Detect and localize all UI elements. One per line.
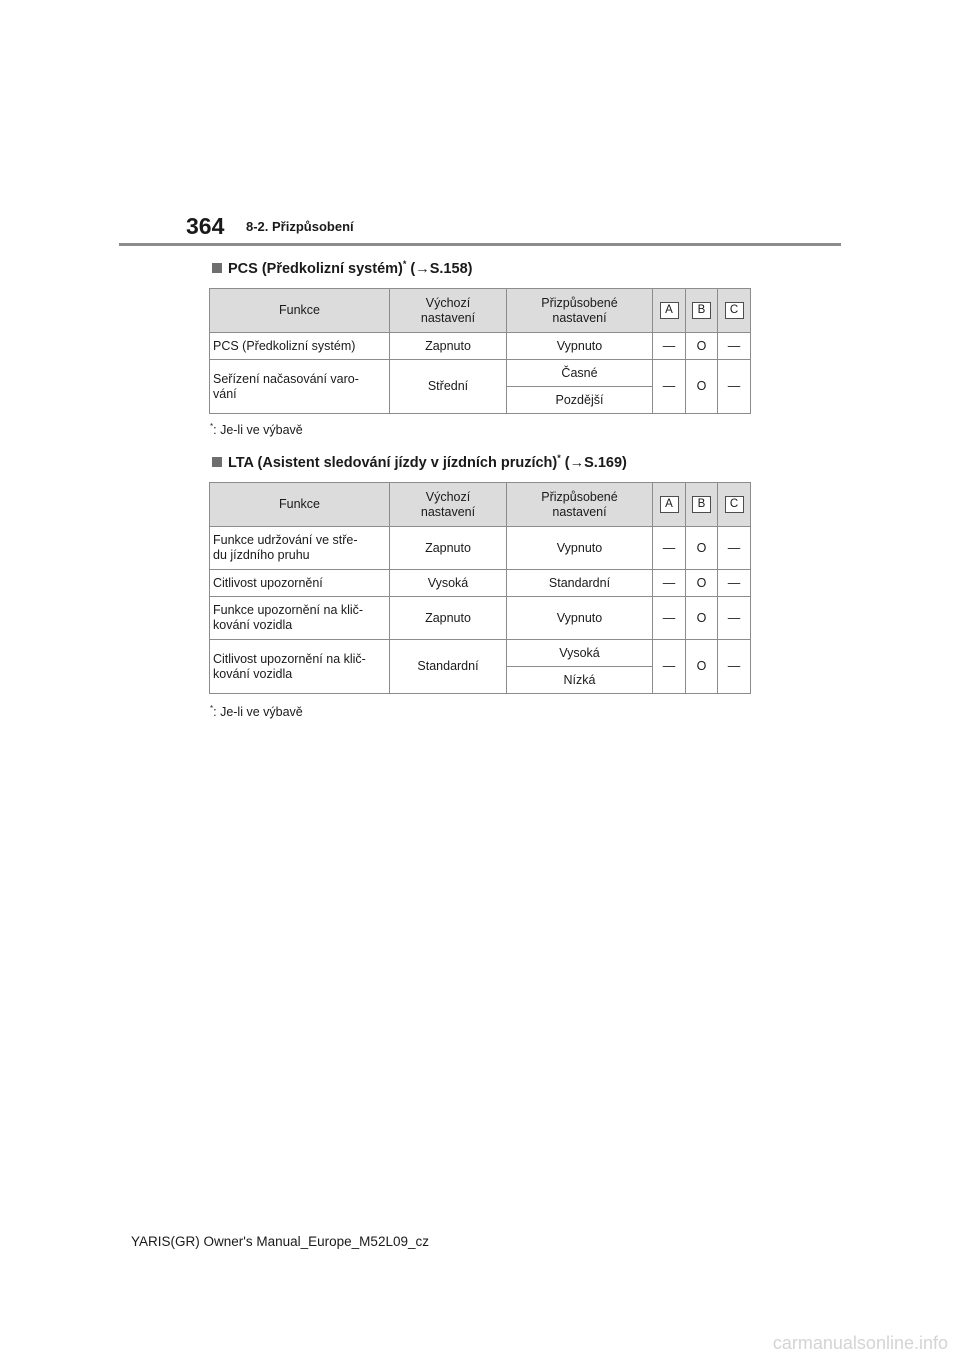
cell-function — [210, 360, 390, 414]
asterisk-marker: * — [210, 422, 214, 431]
cell-a: — — [653, 640, 686, 694]
cell-text: du jízdního pruhu — [213, 548, 310, 562]
header-text: nastavení — [552, 310, 607, 325]
section-heading-lta — [212, 453, 627, 471]
cell-text: Funkce udržování ve stře- — [213, 533, 358, 547]
cell-default: Zapnuto — [390, 597, 507, 640]
cell-b: O — [686, 640, 718, 694]
lta-settings-table — [209, 482, 751, 694]
page-footer — [0, 1234, 960, 1249]
cell-b: O — [686, 597, 718, 640]
cell-c: — — [718, 597, 751, 640]
cell-default: Vysoká — [390, 570, 507, 597]
section-title: PCS (Předkolizní systém) — [228, 260, 403, 277]
letter-a-icon: A — [660, 496, 679, 513]
column-header-function: Funkce — [210, 483, 390, 527]
cell-custom-option: Vysoká — [507, 640, 653, 667]
cell-a: — — [653, 527, 686, 570]
footnote-text: : Je-li ve výbavě — [213, 423, 303, 438]
cell-custom: Vypnuto — [507, 527, 653, 570]
column-header-b — [686, 483, 718, 527]
cell-c: — — [718, 360, 751, 414]
letter-a-icon: A — [660, 302, 679, 319]
table-row — [210, 360, 751, 387]
table-row — [210, 640, 751, 667]
column-header-default — [390, 289, 507, 333]
cell-custom: Standardní — [507, 570, 653, 597]
header-text: nastavení — [420, 310, 476, 325]
cell-text: kování vozidla — [213, 618, 293, 632]
cell-custom-option: Nízká — [507, 667, 653, 694]
cell-text: kování vozidla — [213, 666, 293, 681]
table-row — [210, 597, 751, 640]
letter-b-icon: B — [692, 302, 711, 319]
cell-function — [210, 597, 390, 640]
header-text: Přizpůsobené — [541, 489, 618, 504]
cell-default: Střední — [390, 360, 507, 414]
cell-text: Funkce upozornění na klič- — [213, 603, 364, 617]
table-row — [210, 333, 751, 360]
cell-default: Standardní — [390, 640, 507, 694]
cell-b: O — [686, 360, 718, 414]
cell-custom: Vypnuto — [507, 597, 653, 640]
square-bullet-icon — [212, 457, 222, 467]
header-text: Výchozí — [425, 295, 471, 310]
cell-c: — — [718, 570, 751, 597]
column-header-b — [686, 289, 718, 333]
cell-custom-option: Časné — [507, 360, 653, 387]
header-text: nastavení — [420, 504, 476, 519]
cell-text: Citlivost upozornění na klič- — [213, 651, 366, 666]
square-bullet-icon — [212, 263, 222, 273]
section-heading-pcs — [212, 259, 472, 277]
cell-c: — — [718, 527, 751, 570]
column-header-c — [718, 483, 751, 527]
letter-c-icon: C — [725, 496, 744, 513]
cell-custom: Vypnuto — [507, 333, 653, 360]
cell-function: PCS (Předkolizní systém) — [210, 333, 390, 360]
column-header-custom — [507, 483, 653, 527]
header-text: Přizpůsobené — [541, 295, 618, 310]
table-row — [210, 570, 751, 597]
page-header — [0, 0, 960, 250]
cell-a: — — [653, 597, 686, 640]
cell-c: — — [718, 640, 751, 694]
cell-default: Zapnuto — [390, 333, 507, 360]
asterisk-marker: * — [557, 453, 561, 463]
cell-b: O — [686, 570, 718, 597]
cell-function: Citlivost upozornění — [210, 570, 390, 597]
pcs-settings-table — [209, 288, 751, 414]
cell-a: — — [653, 333, 686, 360]
cell-a: — — [653, 360, 686, 414]
cell-text: Seřízení načasování varo- — [213, 371, 359, 386]
footnote-lta — [210, 704, 303, 719]
header-text: nastavení — [552, 504, 607, 519]
cell-text: vání — [213, 386, 237, 401]
cell-a: — — [653, 570, 686, 597]
letter-c-icon: C — [725, 302, 744, 319]
header-text: Výchozí — [425, 489, 471, 504]
footnote-pcs — [210, 422, 303, 437]
manual-identifier: YARIS(GR) Owner's Manual_Europe_M52L09_cz — [131, 1234, 429, 1249]
section-title: LTA (Asistent sledování jízdy v jízdních pruzích) — [228, 454, 558, 471]
table-header-row — [210, 289, 751, 333]
cell-function — [210, 640, 390, 694]
page-reference: (→S.158) — [410, 260, 473, 277]
column-header-custom — [507, 289, 653, 333]
cell-b: O — [686, 527, 718, 570]
cell-b: O — [686, 333, 718, 360]
asterisk-marker: * — [402, 259, 407, 269]
column-header-default — [390, 483, 507, 527]
table-header-row — [210, 483, 751, 527]
cell-default: Zapnuto — [390, 527, 507, 570]
letter-b-icon: B — [692, 496, 711, 513]
column-header-c — [718, 289, 751, 333]
page-number: 364 — [186, 213, 225, 239]
cell-custom-option: Pozdější — [507, 387, 653, 414]
page-reference: (→S.169) — [564, 454, 627, 471]
cell-function — [210, 527, 390, 570]
cell-c: — — [718, 333, 751, 360]
table-row — [210, 527, 751, 570]
footnote-text: : Je-li ve výbavě — [213, 705, 303, 720]
header-divider — [119, 243, 841, 246]
column-header-function: Funkce — [210, 289, 390, 333]
column-header-a — [653, 483, 686, 527]
asterisk-marker: * — [210, 704, 214, 713]
watermark: carmanualsonline.info — [772, 1333, 948, 1353]
chapter-title: 8-2. Přizpůsobení — [246, 219, 354, 234]
column-header-a — [653, 289, 686, 333]
